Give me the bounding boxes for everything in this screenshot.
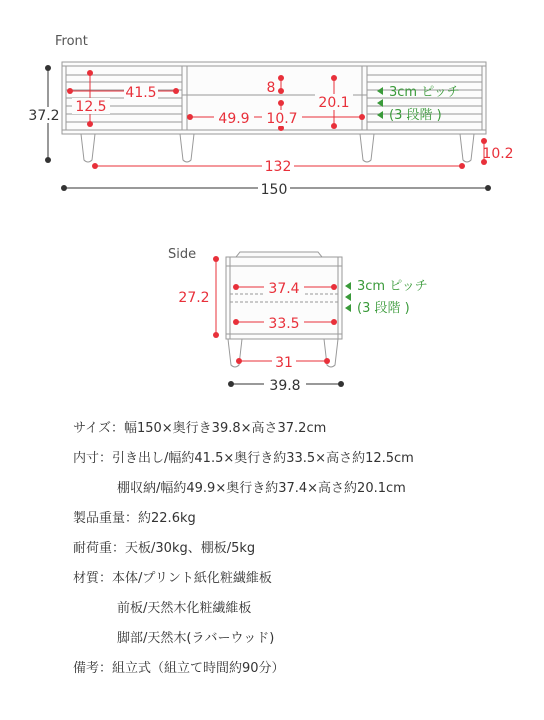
side-total-depth-dimension bbox=[228, 376, 344, 394]
front-label: Front bbox=[55, 34, 88, 49]
side-depth-top-label: 37.4 bbox=[268, 281, 300, 297]
drawer-height-label: 12.5 bbox=[75, 99, 107, 115]
side-pitch-note bbox=[345, 279, 428, 316]
spec-note: 備考：組立式（組立て時間約90分） bbox=[73, 661, 285, 676]
side-red-labels bbox=[264, 280, 304, 371]
spec-material-legs: 脚部/天然木(ラバーウッド) bbox=[117, 631, 275, 646]
inner-width-label: 132 bbox=[264, 159, 292, 175]
front-pitch-line1: 3cm ピッチ bbox=[389, 85, 460, 100]
side-total-depth-label: 39.8 bbox=[269, 378, 301, 394]
front-height-dimension bbox=[26, 65, 60, 163]
spec-material-front: 前板/天然木化粧繊維板 bbox=[117, 601, 252, 616]
front-total-width-label: 150 bbox=[260, 182, 288, 198]
shelf-gap-label: 8 bbox=[266, 80, 276, 96]
spec-list bbox=[73, 414, 414, 684]
shelf-depth-label: 10.7 bbox=[266, 111, 298, 127]
spec-inner-shelf: 棚収納/幅約49.9×奥行き約37.4×高さ約20.1cm bbox=[117, 481, 406, 496]
side-depth-mid-label: 33.5 bbox=[268, 316, 300, 332]
side-height-label: 27.2 bbox=[178, 290, 210, 306]
front-height-label: 37.2 bbox=[28, 108, 60, 124]
spec-load: 耐荷重：天板/30kg、棚板/5kg bbox=[73, 541, 256, 556]
side-pitch-line1: 3cm ピッチ bbox=[357, 279, 428, 294]
spec-size: サイズ：幅150×奥行き39.8×高さ37.2cm bbox=[73, 421, 327, 436]
drawer-width-label: 41.5 bbox=[125, 85, 157, 101]
spec-inner-drawer: 内寸：引き出し/幅約41.5×奥行き約33.5×高さ約12.5cm bbox=[73, 451, 414, 466]
side-label: Side bbox=[168, 247, 197, 262]
side-pitch-line2: (3 段階 ) bbox=[357, 301, 410, 316]
side-height-dimension bbox=[213, 256, 219, 338]
front-total-width-dimension bbox=[61, 180, 491, 198]
side-cabinet bbox=[226, 252, 342, 367]
leg-height-label: 10.2 bbox=[482, 146, 514, 162]
shelf-width-label: 49.9 bbox=[218, 111, 250, 127]
shelf-height-label: 20.1 bbox=[318, 95, 350, 111]
front-pitch-line2: (3 段階 ) bbox=[389, 108, 442, 123]
side-leg-span-label: 31 bbox=[275, 355, 293, 371]
spec-weight: 製品重量：約22.6kg bbox=[73, 511, 196, 526]
spec-material-body: 材質：本体/プリント紙化粧繊維板 bbox=[73, 571, 272, 586]
